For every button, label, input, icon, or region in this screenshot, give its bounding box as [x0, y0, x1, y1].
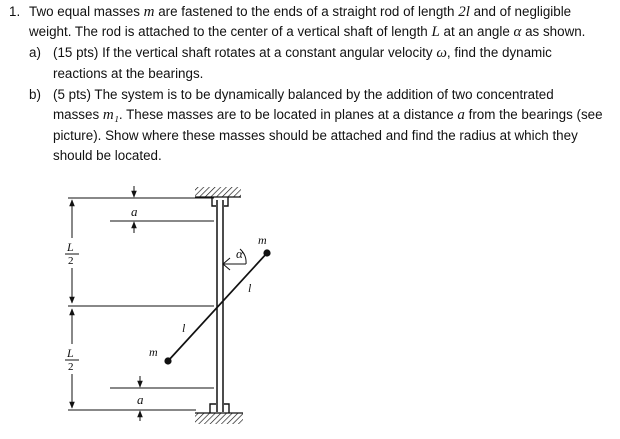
- text-segment: and of negligible: [469, 4, 572, 19]
- label-L-top-den: 2: [68, 255, 74, 267]
- text-segment: at an angle: [439, 24, 514, 39]
- top-ground-hatch: [195, 187, 241, 197]
- mass-bottom: [164, 357, 171, 364]
- label-a-top: a: [131, 204, 138, 219]
- label-a-bottom: a: [137, 392, 144, 407]
- text-segment: are fastened to the ends of a straight rod of length: [154, 4, 459, 19]
- text-segment: reactions at the bearings.: [53, 66, 204, 81]
- text-segment: Two equal masses: [29, 4, 144, 19]
- label-l-lower: l: [182, 321, 186, 335]
- text-segment: , find the dynamic: [446, 45, 552, 60]
- bottom-bearing-left: [210, 404, 216, 413]
- label-m-top: m: [258, 233, 267, 247]
- math-symbol: m: [143, 4, 155, 20]
- part-a-label: a): [29, 45, 41, 60]
- extension-lines: [68, 198, 214, 410]
- problem-number: 1.: [9, 4, 21, 19]
- math-symbol: m₁: [102, 107, 119, 123]
- mass-top: [263, 249, 270, 256]
- text-segment: (15 pts) If the vertical shaft rotates at a constant angular velocity: [53, 45, 437, 60]
- text-segment: should be located.: [53, 148, 162, 163]
- top-bearing: [195, 187, 241, 206]
- text-segment: from the bearings (see: [464, 107, 603, 122]
- part-b-label: b): [29, 87, 41, 102]
- math-symbol: ω: [436, 45, 447, 61]
- label-L-bottom-num: L: [67, 346, 74, 360]
- label-L-bottom-den: 2: [68, 361, 74, 373]
- text-segment: as shown.: [521, 24, 586, 39]
- bottom-bearing: [195, 404, 243, 424]
- label-l-upper: l: [248, 281, 252, 295]
- bottom-ground-hatch: [195, 413, 243, 424]
- text-segment: masses: [53, 107, 103, 122]
- label-m-bottom: m: [149, 345, 158, 359]
- top-bearing-right: [224, 197, 228, 206]
- math-symbol: 2l: [458, 4, 470, 20]
- text-segment: (5 pts) The system is to be dynamically balanced by the addition of two concentrated: [53, 87, 554, 102]
- label-L-top-num: L: [67, 240, 74, 254]
- math-symbol: a: [457, 107, 465, 123]
- math-symbol: α: [513, 24, 522, 40]
- label-alpha: α: [236, 246, 243, 261]
- math-symbol: L: [431, 24, 440, 40]
- text-segment: picture). Show where these masses should be attached and find the radius at which they: [53, 128, 578, 143]
- bottom-bearing-right: [224, 404, 229, 413]
- text-segment: weight. The rod is attached to the center of a vertical shaft of length: [29, 24, 432, 39]
- text-segment: . These masses are to be located in planes at a distance: [118, 107, 458, 122]
